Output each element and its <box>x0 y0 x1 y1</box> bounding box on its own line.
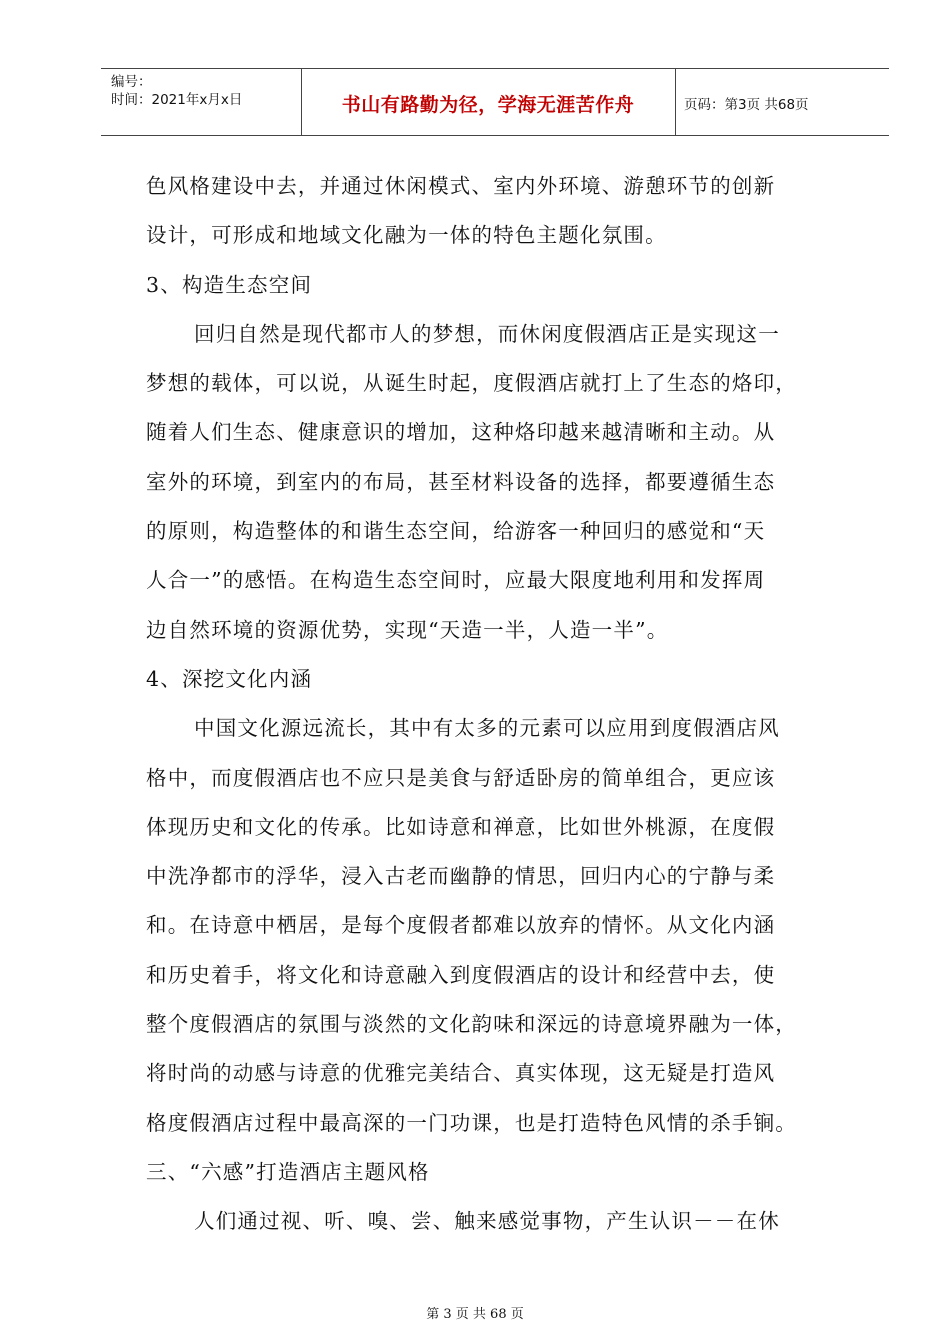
paragraph-line: 梦想的载体，可以说，从诞生时起，度假酒店就打上了生态的烙印， <box>146 371 797 396</box>
section-heading: 3、构造生态空间 <box>146 272 313 297</box>
paragraph-line: 和历史着手，将文化和诗意融入到度假酒店的设计和经营中去，使 <box>146 962 776 987</box>
paragraph-line: 格中，而度假酒店也不应只是美食与舒适卧房的简单组合，更应该 <box>146 765 776 790</box>
paragraph-line: 设计，可形成和地域文化融为一体的特色主题化氛围。 <box>146 223 667 248</box>
header-page-cell <box>675 69 889 135</box>
paragraph-line: 体现历史和文化的传承。比如诗意和禅意，比如世外桃源，在度假 <box>146 814 776 839</box>
paragraph-line: 将时尚的动感与诗意的优雅完美结合、真实体现，这无疑是打造风 <box>146 1061 776 1086</box>
header-motto: 书山有路勤为径，学海无涯苦作舟 <box>341 94 635 116</box>
section-heading: 4、深挖文化内涵 <box>146 666 313 691</box>
document-body <box>146 162 852 1247</box>
paragraph-line: 室外的环境，到室内的布局，甚至材料设备的选择，都要遵循生态 <box>146 469 776 494</box>
paragraph-line: 色风格建设中去，并通过休闲模式、室内外环境、游憩环节的创新 <box>146 174 776 198</box>
page-footer: 第 3 页 共 68 页 <box>426 1307 524 1322</box>
page-header <box>101 68 889 136</box>
paragraph-line: 中国文化源远流长，其中有太多的元素可以应用到度假酒店风 <box>194 716 780 741</box>
paragraph-line: 随着人们生态、健康意识的增加，这种烙印越来越清晰和主动。从 <box>146 420 776 445</box>
section-heading: 三、“六感”打造酒店主题风格 <box>146 1159 430 1184</box>
paragraph-line: 人合一”的感悟。在构造生态空间时，应最大限度地利用和发挥周 <box>146 568 766 593</box>
header-page-info: 页码：第3页 共68页 <box>684 97 809 113</box>
header-motto-cell <box>301 69 676 135</box>
paragraph-line: 格度假酒店过程中最高深的一门功课，也是打造特色风情的杀手锏。 <box>146 1110 797 1135</box>
header-meta-cell <box>101 69 302 135</box>
doc-code-label: 编号： <box>111 74 152 90</box>
paragraph-line: 和。在诗意中栖居，是每个度假者都难以放弃的情怀。从文化内涵 <box>146 913 776 938</box>
paragraph-line: 回归自然是现代都市人的梦想，而休闲度假酒店正是实现这一 <box>194 321 780 346</box>
doc-time-label: 时间：2021年x月x日 <box>111 92 243 108</box>
paragraph-line: 整个度假酒店的氛围与淡然的文化韵味和深远的诗意境界融为一体， <box>146 1012 797 1037</box>
paragraph-line: 人们通过视、听、嗅、尝、触来感觉事物，产生认识－－在休 <box>194 1209 780 1234</box>
paragraph-line: 中洗净都市的浮华，浸入古老而幽静的情思，回归内心的宁静与柔 <box>146 864 776 889</box>
paragraph-line: 的原则，构造整体的和谐生态空间，给游客一种回归的感觉和“天 <box>146 519 766 544</box>
paragraph-line: 边自然环境的资源优势，实现“天造一半，人造一半”。 <box>146 617 669 642</box>
